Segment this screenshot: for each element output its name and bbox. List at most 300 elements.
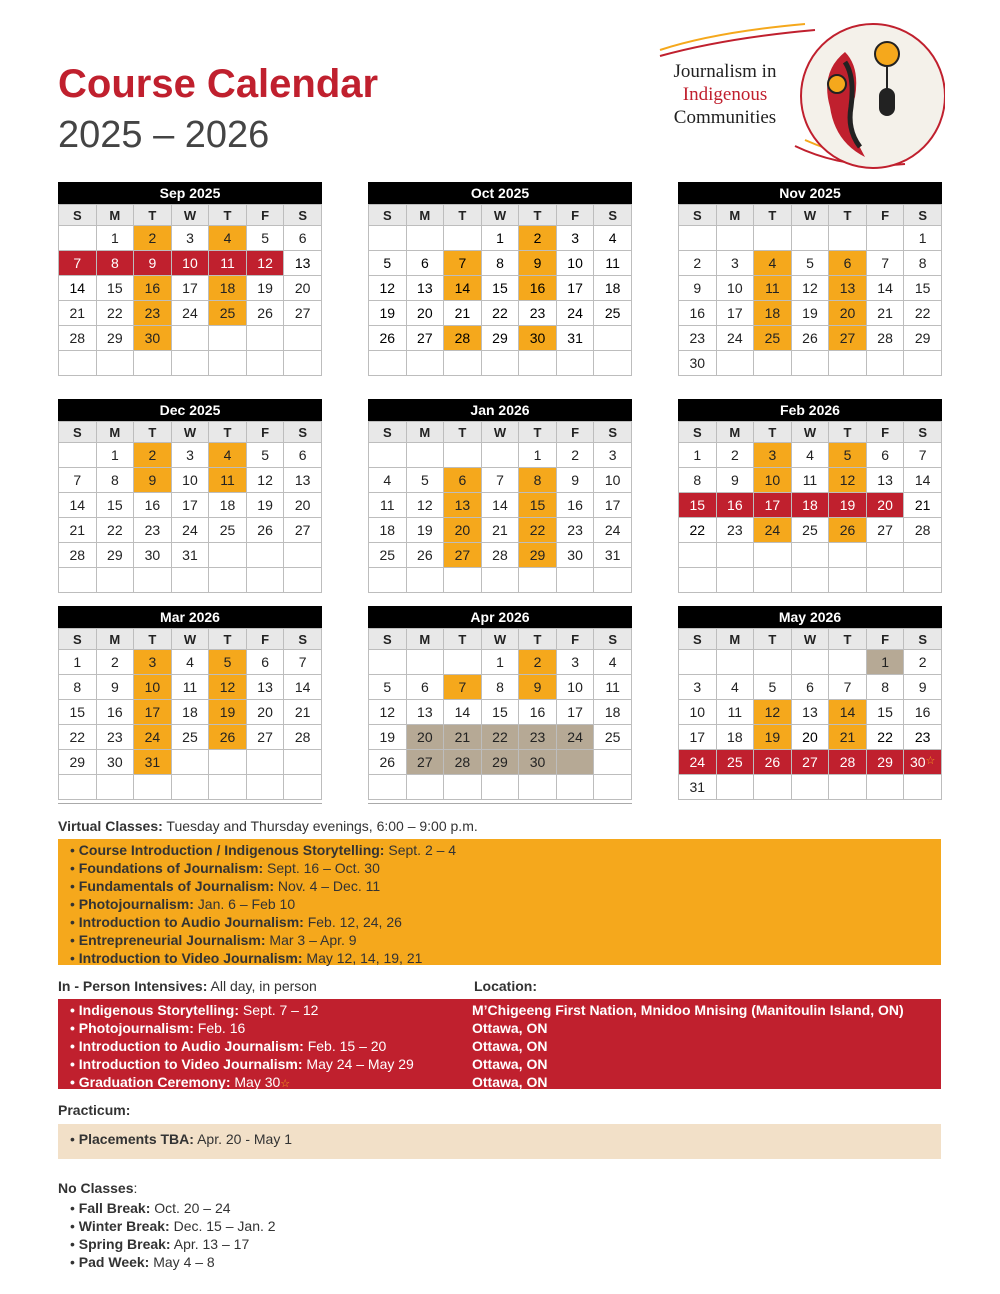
item-dates: Sept. 7 – 12 xyxy=(239,1002,319,1018)
item-name: Entrepreneurial Journalism: xyxy=(78,932,266,948)
day-cell: 27 xyxy=(829,326,867,351)
item-dates: May 30 xyxy=(230,1074,281,1090)
item-dates: Jan. 6 – Feb 10 xyxy=(193,896,296,912)
day-cell: 18 xyxy=(791,493,829,518)
day-cell: 28 xyxy=(866,326,904,351)
day-cell: 22 xyxy=(519,518,557,543)
list-item xyxy=(70,895,941,913)
day-cell: 10 xyxy=(556,251,594,276)
weekday-header: M xyxy=(716,629,754,650)
day-cell: 22 xyxy=(679,518,717,543)
day-cell: 31 xyxy=(134,750,172,775)
day-cell: 29 xyxy=(59,750,97,775)
day-cell: 14 xyxy=(444,276,482,301)
weekday-header: S xyxy=(284,422,322,443)
list-item xyxy=(70,1217,276,1235)
day-cell: 24 xyxy=(594,518,632,543)
day-cell: 29 xyxy=(866,750,904,775)
day-cell: 16 xyxy=(134,493,172,518)
day-cell xyxy=(866,543,904,568)
weekday-header: F xyxy=(556,205,594,226)
day-cell xyxy=(406,443,444,468)
in-person-desc: All day, in person xyxy=(207,978,317,994)
day-cell: 21 xyxy=(59,518,97,543)
day-cell: 22 xyxy=(481,301,519,326)
day-cell: 16 xyxy=(134,276,172,301)
weekday-header: T xyxy=(209,629,247,650)
day-cell: 13 xyxy=(444,493,482,518)
day-cell: 28 xyxy=(481,543,519,568)
day-cell: 18 xyxy=(171,700,209,725)
day-cell: 19 xyxy=(791,301,829,326)
day-cell: 18 xyxy=(369,518,407,543)
day-cell: 20 xyxy=(246,700,284,725)
day-cell xyxy=(791,351,829,376)
day-cell: 3 xyxy=(754,443,792,468)
day-cell: 9 xyxy=(556,468,594,493)
day-cell xyxy=(556,750,594,775)
day-cell: 3 xyxy=(134,650,172,675)
day-cell: 19 xyxy=(209,700,247,725)
day-cell: 22 xyxy=(866,725,904,750)
weekday-header: M xyxy=(716,205,754,226)
day-cell xyxy=(171,326,209,351)
weekday-header: T xyxy=(209,205,247,226)
day-cell: 9 xyxy=(679,276,717,301)
month-calendar xyxy=(58,399,322,593)
day-cell: 11 xyxy=(209,468,247,493)
day-cell xyxy=(556,568,594,593)
day-cell: 26 xyxy=(369,326,407,351)
day-cell: 23 xyxy=(96,725,134,750)
day-cell xyxy=(904,775,942,800)
day-cell xyxy=(679,568,717,593)
day-cell: 10 xyxy=(134,675,172,700)
day-cell: 8 xyxy=(481,251,519,276)
weekday-header: M xyxy=(406,629,444,650)
month-calendar xyxy=(368,182,632,376)
day-cell: 1 xyxy=(481,650,519,675)
weekday-header: S xyxy=(594,629,632,650)
day-cell xyxy=(406,226,444,251)
day-cell xyxy=(246,775,284,800)
day-cell xyxy=(284,326,322,351)
item-name: • Indigenous Storytelling: xyxy=(70,1002,240,1018)
weekday-header: S xyxy=(59,422,97,443)
no-classes-heading xyxy=(58,1180,941,1196)
day-cell: 26 xyxy=(406,543,444,568)
day-cell: 6 xyxy=(246,650,284,675)
day-cell: 30☆ xyxy=(904,750,942,775)
day-cell xyxy=(594,568,632,593)
weekday-header: T xyxy=(829,422,867,443)
item-name: Introduction to Video Journalism: xyxy=(78,950,303,966)
day-cell: 12 xyxy=(754,700,792,725)
day-cell: 16 xyxy=(519,276,557,301)
day-cell: 5 xyxy=(829,443,867,468)
item-name: Placements TBA: xyxy=(78,1131,194,1147)
list-item xyxy=(70,1253,276,1271)
month-calendar xyxy=(678,399,942,593)
day-cell: 22 xyxy=(904,301,942,326)
day-cell: 18 xyxy=(209,493,247,518)
list-item xyxy=(70,913,941,931)
day-cell: 2 xyxy=(556,443,594,468)
day-cell xyxy=(791,650,829,675)
weekday-header: T xyxy=(829,205,867,226)
day-cell: 2 xyxy=(134,226,172,251)
day-cell: 7 xyxy=(866,251,904,276)
day-cell: 24 xyxy=(754,518,792,543)
day-cell: 17 xyxy=(754,493,792,518)
day-cell xyxy=(791,775,829,800)
day-cell: 4 xyxy=(209,226,247,251)
weekday-header: W xyxy=(481,205,519,226)
no-classes-list xyxy=(70,1199,276,1271)
day-cell: 31 xyxy=(594,543,632,568)
day-cell: 6 xyxy=(444,468,482,493)
weekday-header: F xyxy=(556,422,594,443)
day-cell: 22 xyxy=(96,518,134,543)
month-title: Oct 2025 xyxy=(368,182,632,204)
day-cell: 13 xyxy=(866,468,904,493)
item-name: Photojournalism: xyxy=(78,896,194,912)
day-cell: 13 xyxy=(791,700,829,725)
weekday-header: F xyxy=(556,629,594,650)
weekday-header: T xyxy=(754,629,792,650)
weekday-header: T xyxy=(444,422,482,443)
day-cell xyxy=(209,543,247,568)
day-cell xyxy=(406,775,444,800)
weekday-header: M xyxy=(96,205,134,226)
day-cell xyxy=(59,351,97,376)
weekday-header: W xyxy=(171,422,209,443)
day-cell: 25 xyxy=(369,543,407,568)
day-cell xyxy=(444,226,482,251)
item-location: Ottawa, ON xyxy=(472,1056,548,1072)
day-cell: 30 xyxy=(134,543,172,568)
day-cell xyxy=(829,543,867,568)
item-name: • Introduction to Video Journalism: xyxy=(70,1056,303,1072)
day-cell: 4 xyxy=(209,443,247,468)
weekday-header: S xyxy=(369,205,407,226)
day-cell: 10 xyxy=(171,251,209,276)
weekday-header: S xyxy=(679,422,717,443)
day-cell: 28 xyxy=(59,543,97,568)
in-person-list xyxy=(58,999,941,1089)
day-cell: 30 xyxy=(556,543,594,568)
weekday-header: S xyxy=(284,629,322,650)
day-cell: 25 xyxy=(171,725,209,750)
day-cell: 7 xyxy=(444,251,482,276)
day-cell xyxy=(246,326,284,351)
logo-text xyxy=(655,60,795,129)
day-cell: 10 xyxy=(594,468,632,493)
day-cell: 23 xyxy=(716,518,754,543)
day-cell: 19 xyxy=(754,725,792,750)
day-cell: 18 xyxy=(716,725,754,750)
day-cell xyxy=(284,750,322,775)
day-cell xyxy=(904,543,942,568)
weekday-header: S xyxy=(904,205,942,226)
weekday-header: W xyxy=(791,422,829,443)
day-cell: 30 xyxy=(519,750,557,775)
weekday-header: W xyxy=(791,629,829,650)
day-cell: 21 xyxy=(481,518,519,543)
day-cell: 5 xyxy=(406,468,444,493)
virtual-label: Virtual Classes: xyxy=(58,818,163,834)
day-cell xyxy=(171,568,209,593)
day-cell xyxy=(904,568,942,593)
day-cell: 23 xyxy=(519,725,557,750)
item-dates: Apr. 20 - May 1 xyxy=(193,1131,293,1147)
day-cell: 12 xyxy=(829,468,867,493)
no-classes-label: No Classes xyxy=(58,1180,134,1196)
in-person-heading xyxy=(58,978,941,994)
day-cell: 26 xyxy=(369,750,407,775)
day-cell: 29 xyxy=(96,543,134,568)
day-cell: 10 xyxy=(556,675,594,700)
day-cell: 27 xyxy=(444,543,482,568)
day-cell: 30 xyxy=(96,750,134,775)
practicum-label: Practicum: xyxy=(58,1102,131,1118)
day-cell: 3 xyxy=(556,650,594,675)
day-cell: 19 xyxy=(246,493,284,518)
day-cell: 14 xyxy=(59,276,97,301)
virtual-heading xyxy=(58,818,941,834)
day-cell: 1 xyxy=(519,443,557,468)
day-cell: 2 xyxy=(519,650,557,675)
day-cell xyxy=(96,775,134,800)
day-cell: 10 xyxy=(716,276,754,301)
day-cell xyxy=(481,775,519,800)
day-cell: 29 xyxy=(481,750,519,775)
page-title: Course Calendar xyxy=(58,62,379,106)
day-cell: 25 xyxy=(209,301,247,326)
day-cell: 21 xyxy=(59,301,97,326)
day-cell: 22 xyxy=(481,725,519,750)
day-cell xyxy=(246,351,284,376)
day-cell xyxy=(754,775,792,800)
day-cell: 11 xyxy=(209,251,247,276)
day-cell: 6 xyxy=(284,443,322,468)
day-cell xyxy=(679,650,717,675)
day-cell: 21 xyxy=(284,700,322,725)
day-cell: 1 xyxy=(59,650,97,675)
day-cell: 26 xyxy=(829,518,867,543)
day-cell: 16 xyxy=(556,493,594,518)
day-cell xyxy=(369,351,407,376)
day-cell: 28 xyxy=(444,326,482,351)
weekday-header: T xyxy=(754,205,792,226)
day-cell: 7 xyxy=(59,468,97,493)
weekday-header: T xyxy=(134,205,172,226)
day-cell xyxy=(369,443,407,468)
day-cell xyxy=(444,443,482,468)
weekday-header: M xyxy=(716,422,754,443)
day-cell: 26 xyxy=(791,326,829,351)
day-cell: 7 xyxy=(904,443,942,468)
weekday-header: M xyxy=(96,422,134,443)
day-cell xyxy=(481,351,519,376)
day-cell: 25 xyxy=(791,518,829,543)
day-cell: 5 xyxy=(369,675,407,700)
month-title: Apr 2026 xyxy=(368,606,632,628)
day-cell xyxy=(716,568,754,593)
in-person-label: In - Person Intensives: xyxy=(58,978,208,994)
intensive-row xyxy=(70,1037,941,1055)
day-cell: 21 xyxy=(444,301,482,326)
day-cell xyxy=(829,568,867,593)
day-cell xyxy=(716,226,754,251)
day-cell: 5 xyxy=(754,675,792,700)
day-cell: 1 xyxy=(481,226,519,251)
day-cell xyxy=(594,351,632,376)
day-cell: 29 xyxy=(904,326,942,351)
day-cell: 11 xyxy=(594,675,632,700)
day-cell: 7 xyxy=(829,675,867,700)
day-cell xyxy=(209,568,247,593)
day-cell: 11 xyxy=(594,251,632,276)
day-cell: 19 xyxy=(246,276,284,301)
day-cell: 30 xyxy=(519,326,557,351)
day-cell: 30 xyxy=(679,351,717,376)
day-cell: 3 xyxy=(594,443,632,468)
journalism-logo xyxy=(655,12,945,172)
weekday-header: S xyxy=(284,205,322,226)
day-cell xyxy=(866,226,904,251)
day-cell: 3 xyxy=(556,226,594,251)
item-dates: Dec. 15 – Jan. 2 xyxy=(169,1218,276,1234)
item-dates: Sept. 16 – Oct. 30 xyxy=(263,860,380,876)
day-cell: 24 xyxy=(171,518,209,543)
day-cell xyxy=(754,568,792,593)
day-cell xyxy=(134,351,172,376)
intensive-row xyxy=(70,1073,941,1091)
weekday-header: F xyxy=(866,629,904,650)
intensive-row xyxy=(70,1019,941,1037)
day-cell: 23 xyxy=(134,518,172,543)
day-cell xyxy=(369,650,407,675)
day-cell xyxy=(284,351,322,376)
item-name: Pad Week: xyxy=(78,1254,150,1270)
weekday-header: W xyxy=(481,629,519,650)
day-cell: 19 xyxy=(369,301,407,326)
item-dates: May 12, 14, 19, 21 xyxy=(302,950,423,966)
day-cell: 24 xyxy=(171,301,209,326)
weekday-header: F xyxy=(246,422,284,443)
day-cell: 27 xyxy=(246,725,284,750)
divider xyxy=(368,803,632,804)
day-cell: 6 xyxy=(791,675,829,700)
weekday-header: T xyxy=(134,422,172,443)
day-cell: 18 xyxy=(594,700,632,725)
day-cell: 21 xyxy=(866,301,904,326)
day-cell: 11 xyxy=(791,468,829,493)
day-cell: 5 xyxy=(246,226,284,251)
day-cell xyxy=(96,351,134,376)
day-cell: 3 xyxy=(679,675,717,700)
day-cell xyxy=(406,351,444,376)
day-cell: 20 xyxy=(406,725,444,750)
item-name: Fall Break: xyxy=(78,1200,151,1216)
day-cell: 15 xyxy=(481,276,519,301)
day-cell: 13 xyxy=(406,276,444,301)
weekday-header: F xyxy=(246,629,284,650)
day-cell xyxy=(754,650,792,675)
month-calendar xyxy=(58,606,322,800)
list-item xyxy=(70,949,941,967)
day-cell: 28 xyxy=(59,326,97,351)
list-item xyxy=(70,1199,276,1217)
day-cell: 21 xyxy=(444,725,482,750)
day-cell xyxy=(481,443,519,468)
day-cell xyxy=(519,568,557,593)
list-item xyxy=(70,859,941,877)
day-cell: 16 xyxy=(904,700,942,725)
day-cell: 8 xyxy=(481,675,519,700)
weekday-header: W xyxy=(171,629,209,650)
weekday-header: S xyxy=(594,205,632,226)
day-cell: 18 xyxy=(209,276,247,301)
day-cell: 2 xyxy=(134,443,172,468)
day-cell: 9 xyxy=(519,251,557,276)
item-dates: May 24 – May 29 xyxy=(302,1056,414,1072)
day-cell: 13 xyxy=(829,276,867,301)
day-cell: 1 xyxy=(866,650,904,675)
day-cell: 12 xyxy=(246,468,284,493)
day-cell: 1 xyxy=(904,226,942,251)
day-cell: 3 xyxy=(171,443,209,468)
day-cell: 20 xyxy=(284,276,322,301)
list-item xyxy=(70,877,941,895)
day-cell: 2 xyxy=(519,226,557,251)
day-cell: 8 xyxy=(866,675,904,700)
weekday-header: T xyxy=(519,629,557,650)
day-cell: 24 xyxy=(556,301,594,326)
day-cell: 31 xyxy=(679,775,717,800)
day-cell: 15 xyxy=(519,493,557,518)
day-cell: 7 xyxy=(59,251,97,276)
weekday-header: S xyxy=(904,629,942,650)
day-cell: 15 xyxy=(481,700,519,725)
day-cell: 9 xyxy=(904,675,942,700)
day-cell: 6 xyxy=(284,226,322,251)
month-calendar xyxy=(368,606,632,800)
virtual-desc: Tuesday and Thursday evenings, 6:00 – 9:00 p.m. xyxy=(162,818,478,834)
day-cell xyxy=(829,650,867,675)
weekday-header: F xyxy=(866,205,904,226)
day-cell xyxy=(556,351,594,376)
item-location: Ottawa, ON xyxy=(472,1020,548,1036)
day-cell: 28 xyxy=(284,725,322,750)
day-cell: 6 xyxy=(406,675,444,700)
day-cell: 2 xyxy=(679,251,717,276)
day-cell: 3 xyxy=(716,251,754,276)
day-cell: 14 xyxy=(444,700,482,725)
day-cell: 1 xyxy=(96,443,134,468)
day-cell xyxy=(59,443,97,468)
day-cell xyxy=(594,750,632,775)
day-cell: 12 xyxy=(369,700,407,725)
weekday-header: S xyxy=(679,629,717,650)
day-cell: 2 xyxy=(96,650,134,675)
day-cell: 12 xyxy=(406,493,444,518)
day-cell xyxy=(59,568,97,593)
day-cell: 25 xyxy=(594,725,632,750)
day-cell: 17 xyxy=(594,493,632,518)
day-cell: 9 xyxy=(716,468,754,493)
